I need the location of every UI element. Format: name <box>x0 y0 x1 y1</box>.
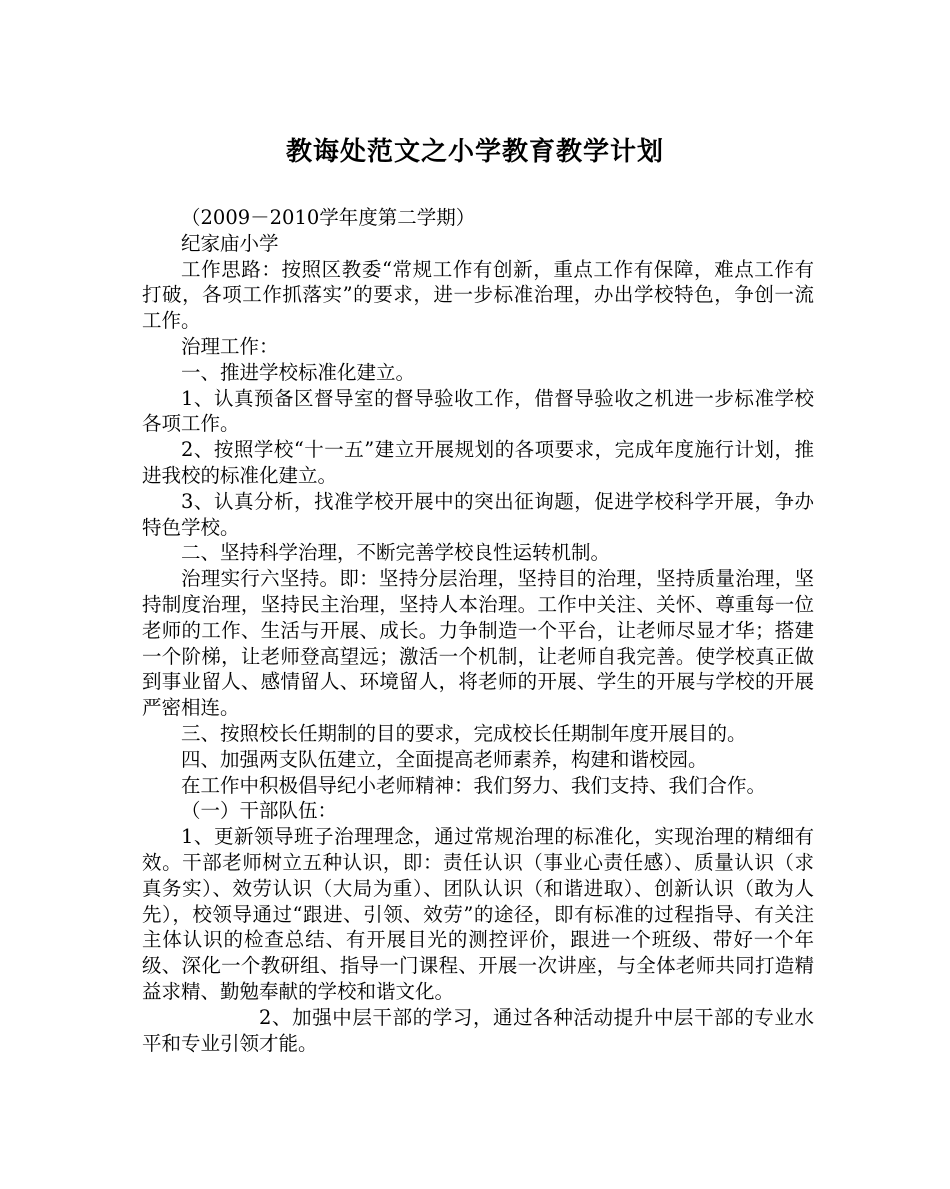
paragraph-term: （2009－2010学年度第二学期） <box>181 206 476 229</box>
paragraph-management-heading: 治理工作： <box>181 334 279 358</box>
paragraph-item-3: 3、认真分析，找准学校开展中的突出征询题，促进学校科学开展，争办特色学校。 <box>142 489 814 539</box>
paragraph-section-two: 二、坚持科学治理，不断完善学校良性运转机制。 <box>181 541 611 565</box>
document-body <box>142 205 814 1056</box>
paragraph-work-approach: 工作思路：按照区教委“常规工作有创新，重点工作有保障，难点工作有打破，各项工作抓落实”的要求，进一步标准治理，办出学校特色，争创一流工作。 <box>142 257 814 333</box>
paragraph-school: 纪家庙小学 <box>181 231 279 255</box>
paragraph-item-1: 1、认真预备区督导室的督导验收工作，借督导验收之机进一步标准学校各项工作。 <box>142 386 814 436</box>
paragraph-cadre-heading: （一）干部队伍： <box>181 799 338 823</box>
paragraph-cadre-item-1: 1、更新领导班子治理理念，通过常规治理的标准化，实现治理的精细有效。干部老师树立五种认识，即：责任认识（事业心责任感）、质量认识（求真务实）、效劳认识（大局为重）、团队认识（和谐进取）、创新认识（敢为人先），校领导通过“跟进、引领、效劳”的途径，即有标准的过程指导、有关注主体认识的检查总结、有开展目光的测控评价，跟进一个班级、带好一个年级、深化一个教研组、指导一门课程、开展一次讲座，与全体老师共同打造精益求精、勤勉奉献的学校和谐文化。 <box>142 825 814 1003</box>
paragraph-six-principles: 治理实行六坚持。即：坚持分层治理，坚持目的治理，坚持质量治理，坚持制度治理，坚持民主治理，坚持人本治理。工作中关注、关怀、尊重每一位老师的工作、生活与开展、成长。力争制造一个平台，让老师尽显才华；搭建一个阶梯，让老师登高望远；激活一个机制，让老师自我完善。使学校真正做到事业留人、感情留人、环境留人，将老师的开展、学生的开展与学校的开展严密相连。 <box>142 567 814 720</box>
document-title: 教诲处范文之小学教育教学计划 <box>285 137 664 167</box>
paragraph-section-three: 三、按照校长任期制的目的要求，完成校长任期制年度开展目的。 <box>181 721 747 745</box>
paragraph-section-one: 一、推进学校标准化建立。 <box>181 360 416 384</box>
paragraph-cadre-item-2: 2、加强中层干部的学习，通过各种活动提升中层干部的专业水平和专业引领才能。 <box>142 1005 814 1055</box>
paragraph-section-four: 四、加强两支队伍建立，全面提高老师素养，构建和谐校园。 <box>181 747 708 771</box>
paragraph-item-2: 2、按照学校“十一五”建立开展规划的各项要求，完成年度施行计划，推进我校的标准化建立。 <box>142 438 814 487</box>
paragraph-teacher-spirit: 在工作中积极倡导纪小老师精神：我们努力、我们支持、我们合作。 <box>181 773 767 797</box>
